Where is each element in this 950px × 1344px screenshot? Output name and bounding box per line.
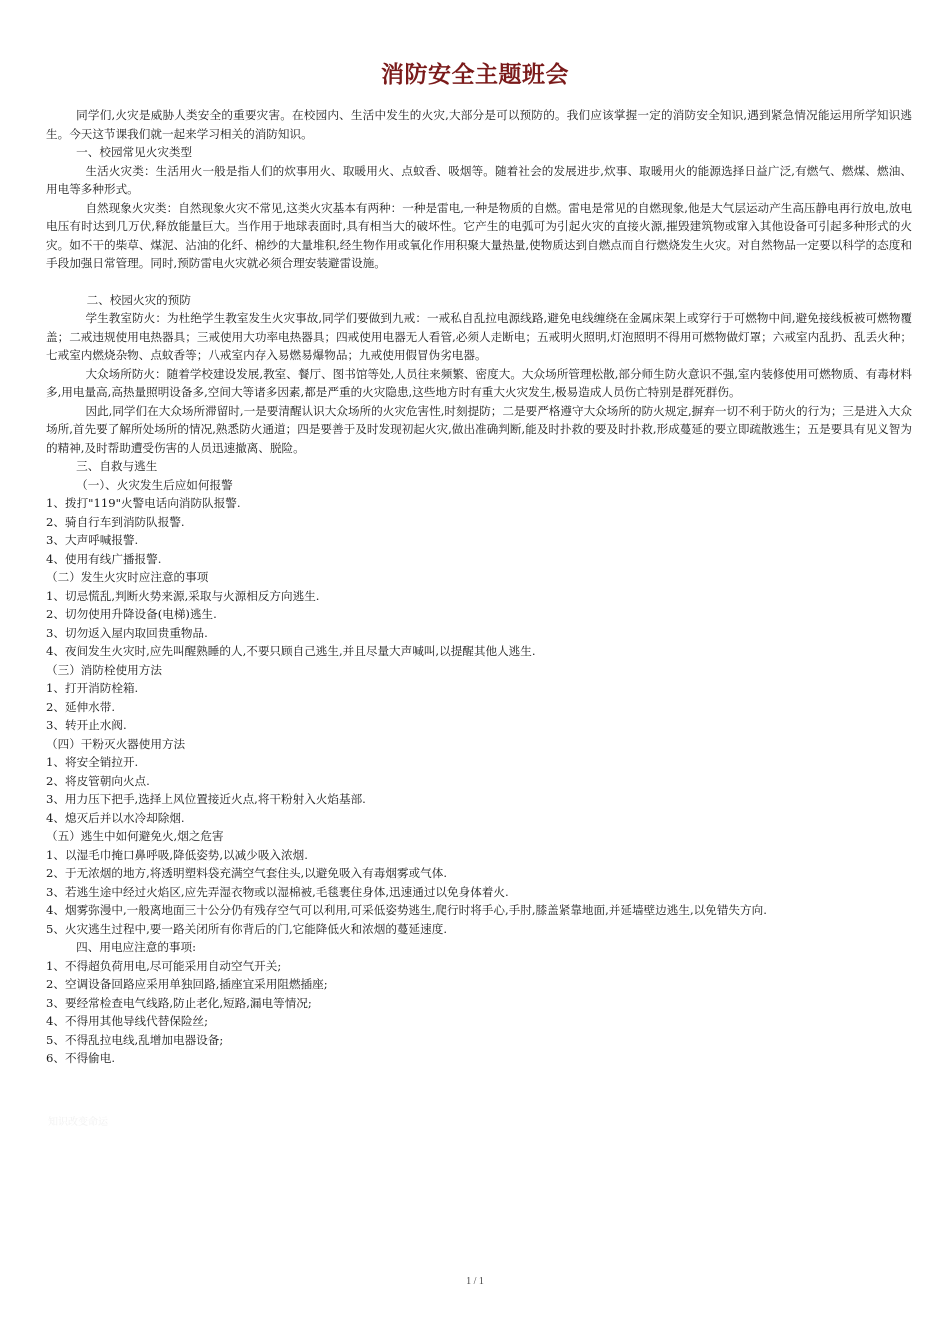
document-body [46,106,912,1068]
list-item: 3、转开止水阀. [46,718,127,732]
list-item: 1、将安全销拉开. [46,755,139,769]
section-4-heading: 四、用电应注意的事项: [76,940,197,954]
list-item: 6、不得偷电. [46,1051,116,1065]
list-item: 3、要经常检查电气线路,防止老化,短路,漏电等情况; [46,995,312,1010]
list-item: 2、将皮管朝向火点. [46,773,150,788]
list-item: 2、延伸水带. [46,699,116,714]
subsection-3-heading: （三）消防栓使用方法 [46,662,162,677]
spacer [46,273,912,291]
page-number: 1 / 1 [466,1276,484,1287]
list-item: 5、不得乱拉电线,乱增加电器设备; [46,1032,224,1047]
section-1-heading: 一、校园常见火灾类型 [76,145,193,159]
list-item: 2、骑自行车到消防队报警. [46,514,185,529]
section-2-paragraph-1: 学生教室防火：为杜绝学生教室发生火灾事故,同学们要做到九戒：一戒私自乱拉电源线路,避免电线缠绕在金属床架上或穿行于可燃物中间,避免接线板被可燃物覆盖；二戒违规使用电热器具；三戒使用大功率电热器具；四戒使用电器无人看管,必须人走断电；五戒明火照明,灯泡照明不得用可燃物做灯罩；六戒室内乱扔、乱丢火种；七戒室内燃烧杂物、点蚊香等；八戒室内存入易燃易爆物品；九戒使用假冒伪劣电器。 [46,311,912,362]
intro-paragraph: 同学们,火灾是威胁人类安全的重要灾害。在校园内、生活中发生的火灾,大部分是可以预防的。我们应该掌握一定的消防安全知识,遇到紧急情况能运用所学知识逃生。今天这节课我们就一起来学习相关的消防知识。 [46,108,912,141]
watermark: 知识改变命运 [48,1117,108,1128]
list-item: 1、以湿毛巾掩口鼻呼吸,降低姿势,以减少吸入浓烟. [46,847,308,862]
subsection-4-heading: （四）干粉灭火器使用方法 [46,736,186,751]
page-title: 消防安全主题班会 [381,62,569,88]
list-item: 4、夜间发生火灾时,应先叫醒熟睡的人,不要只顾自己逃生,并且尽量大声喊叫,以提醒其他人逃生. [46,644,536,658]
list-item: 3、切勿返入屋内取回贵重物品. [46,625,208,640]
list-item: 4、不得用其他导线代替保险丝; [46,1014,209,1028]
section-2-heading: 二、校园火灾的预防 [86,292,191,307]
section-1-paragraph-2: 自然现象火灾类：自然现象火灾不常见,这类火灾基本有两种：一种是雷电,一种是物质的自燃。雷电是常见的自燃现象,他是大气层运动产生高压静电再行放电,放电电压有时达到几万伏,释放能量巨大。当作用于地球表面时,具有相当大的破坏性。它产生的电弧可为引起火灾的直接火源,摧毁建筑物或窜入其他设备可引起多种形式的火灾。如不干的柴草、煤泥、沾油的化纤、棉纱的大量堆积,经生物作用或氧化作用积聚大量热量,使物质达到自燃点而自行燃烧发生火灾。对自然物品一定要以科学的态度和手段加强日常管理。同时,预防雷电火灾就必须合理安装避雷设施。 [46,200,912,270]
list-item: 1、切忌慌乱,判断火势来源,采取与火源相反方向逃生. [46,588,320,603]
section-1-paragraph-1: 生活火灾类：生活用火一般是指人们的炊事用火、取暖用火、点蚊香、吸烟等。随着社会的发展进步,炊事、取暖用火的能源选择日益广泛,有燃气、燃煤、燃油、用电等多种形式。 [46,163,912,196]
list-item: 1、打开消防栓箱. [46,681,139,695]
list-item: 1、不得超负荷用电,尽可能采用自动空气开关; [46,958,282,973]
subsection-2-heading: （二）发生火灾时应注意的事项 [46,570,209,584]
list-item: 5、火灾逃生过程中,要一路关闭所有你背后的门,它能降低火和浓烟的蔓延速度. [46,921,448,936]
list-item: 2、切勿使用升降设备(电梯)逃生. [46,607,217,621]
section-2-paragraph-3: 因此,同学们在大众场所滞留时,一是要清醒认识大众场所的火灾危害性,时刻提防；二是要严格遵守大众场所的防火规定,摒弃一切不利于防火的行为；三是进入大众场所,首先要了解所处场所的情况,熟悉防火通道；四是要善于及时发现初起火灾,做出准确判断,能及时扑救的要及时扑救,形成蔓延的要立即疏散逃生；五是要具有见义智为的精神,及时帮助遭受伤害的人员迅速撤离、脱险。 [46,403,912,455]
list-item: 4、熄灭后并以水冷却除烟. [46,810,185,825]
list-item: 3、若逃生途中经过火焰区,应先弄湿衣物或以湿棉被,毛毯裹住身体,迅速通过以免身体着火. [46,884,509,899]
section-3-heading: 三、自救与逃生 [76,459,158,473]
list-item: 3、大声呼喊报警. [46,533,139,547]
list-item: 2、空调设备回路应采用单独回路,插座宜采用阻燃插座; [46,977,328,991]
list-item: 2、于无浓烟的地方,将透明塑料袋充满空气套住头,以避免吸入有毒烟雾或气体. [46,866,448,880]
list-item: 1、拨打"119"火警电话向消防队报警. [46,496,241,510]
section-2-paragraph-2: 大众场所防火：随着学校建设发展,教室、餐厅、图书馆等处,人员往来频繁、密度大。大众场所管理松散,部分师生防火意识不强,室内装修使用可燃物质、有毒材料多,用电量高,高热量照明设备多,空间大等诸多因素,都是严重的火灾隐患,这些地方时有重大火灾发生,极易造成人员伤亡特别是群死群伤。 [46,366,912,399]
subsection-1-heading: （一）、火灾发生后应如何报警 [76,477,233,492]
subsection-5-heading: （五）逃生中如何避免火,烟之危害 [46,829,224,843]
list-item: 3、用力压下把手,选择上风位置接近火点,将干粉射入火焰基部. [46,792,366,806]
list-item: 4、使用有线广播报警. [46,551,162,566]
list-item: 4、烟雾弥漫中,一般离地面三十公分仍有残存空气可以利用,可采低姿势逃生,爬行时将手心,手肘,膝盖紧靠地面,并延墙壁边逃生,以免错失方向. [46,903,767,917]
